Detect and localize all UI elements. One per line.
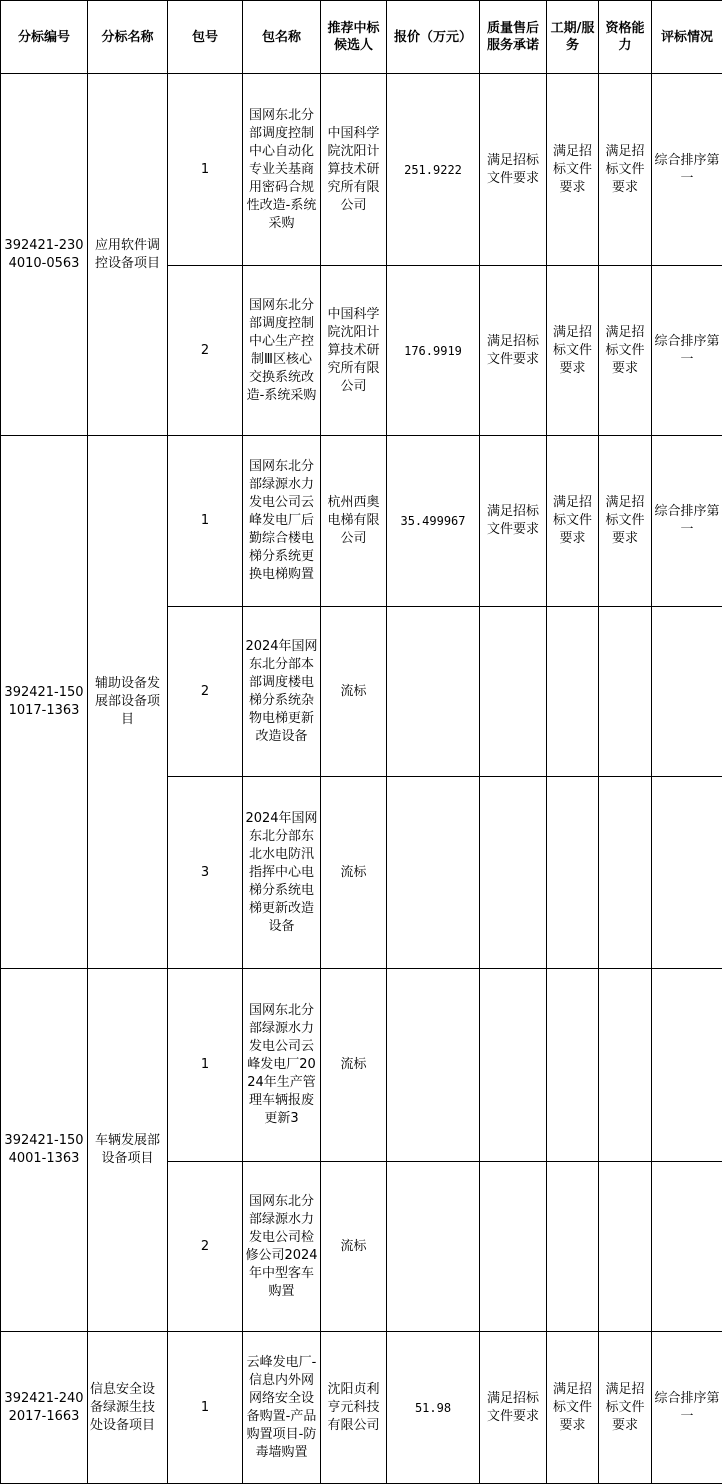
group-name-cell: 信息安全设备绿源生技处设备项目 [88,1332,168,1484]
table-row [1,1332,722,1484]
package-name-cell: 云峰发电厂-信息内外网网络安全设备购置-产品购置项目-防毒墙购置 [243,1332,321,1484]
service-cell [480,969,547,1162]
package-name-cell: 国网东北分部绿源水力发电公司检修公司2024年中型客车购置 [243,1162,321,1332]
period-cell: 满足招标文件要求 [547,74,599,266]
candidate-cell: 流标 [321,607,387,777]
qualification-cell [599,777,652,969]
package-name-cell: 国网东北分部绿源水力发电公司云峰发电厂后勤综合楼电梯分系统更换电梯购置 [243,436,321,607]
period-cell [547,969,599,1162]
package-no-cell: 2 [168,607,243,777]
candidate-cell: 流标 [321,969,387,1162]
period-cell [547,607,599,777]
header-period: 工期/服务 [547,1,599,74]
qualification-cell: 满足招标文件要求 [599,436,652,607]
header-row [1,1,722,74]
package-name-cell: 国网东北分部绿源水力发电公司云峰发电厂2024年生产管理车辆报废更新3 [243,969,321,1162]
header-package-name: 包名称 [243,1,321,74]
price-cell: 51.98 [387,1332,480,1484]
candidate-cell: 中国科学院沈阳计算技术研究所有限公司 [321,266,387,436]
service-cell [480,777,547,969]
package-no-cell: 1 [168,74,243,266]
price-cell: 251.9222 [387,74,480,266]
group-code-cell: 392421-1504001-1363 [1,969,88,1332]
header-code: 分标编号 [1,1,88,74]
group-code-cell: 392421-2402017-1663 [1,1332,88,1484]
service-cell [480,1162,547,1332]
qualification-cell: 满足招标文件要求 [599,266,652,436]
package-name-cell: 2024年国网东北分部本部调度楼电梯分系统杂物电梯更新改造设备 [243,607,321,777]
evaluation-cell [652,607,722,777]
candidate-cell: 流标 [321,777,387,969]
header-package-no: 包号 [168,1,243,74]
table-row [1,74,722,266]
group-name-cell: 辅助设备发展部设备项目 [88,436,168,969]
package-no-cell: 1 [168,1332,243,1484]
package-no-cell: 3 [168,777,243,969]
price-cell [387,969,480,1162]
header-name: 分标名称 [88,1,168,74]
service-cell: 满足招标文件要求 [480,74,547,266]
evaluation-cell: 综合排序第一 [652,436,722,607]
qualification-cell [599,1162,652,1332]
candidate-cell: 杭州西奥电梯有限公司 [321,436,387,607]
evaluation-cell [652,969,722,1162]
evaluation-cell: 综合排序第一 [652,74,722,266]
price-cell: 35.499967 [387,436,480,607]
qualification-cell: 满足招标文件要求 [599,1332,652,1484]
group-code-cell: 392421-1501017-1363 [1,436,88,969]
qualification-cell [599,607,652,777]
table-row [1,436,722,607]
evaluation-cell: 综合排序第一 [652,1332,722,1484]
evaluation-cell [652,1162,722,1332]
header-qualification: 资格能力 [599,1,652,74]
period-cell [547,777,599,969]
service-cell [480,607,547,777]
group-name-cell: 车辆发展部设备项目 [88,969,168,1332]
header-price: 报价（万元） [387,1,480,74]
price-cell [387,777,480,969]
package-no-cell: 1 [168,969,243,1162]
table-row [1,969,722,1162]
package-no-cell: 2 [168,1162,243,1332]
group-code-cell: 392421-2304010-0563 [1,74,88,436]
header-candidate: 推荐中标候选人 [321,1,387,74]
price-cell: 176.9919 [387,266,480,436]
period-cell: 满足招标文件要求 [547,1332,599,1484]
package-no-cell: 2 [168,266,243,436]
header-service: 质量售后服务承诺 [480,1,547,74]
service-cell: 满足招标文件要求 [480,266,547,436]
qualification-cell [599,969,652,1162]
header-evaluation: 评标情况 [652,1,722,74]
service-cell: 满足招标文件要求 [480,436,547,607]
evaluation-cell: 综合排序第一 [652,266,722,436]
group-name-cell: 应用软件调控设备项目 [88,74,168,436]
package-name-cell: 国网东北分部调度控制中心生产控制Ⅲ区核心交换系统改造-系统采购 [243,266,321,436]
candidate-cell: 沈阳贞利亨元科技有限公司 [321,1332,387,1484]
candidate-cell: 中国科学院沈阳计算技术研究所有限公司 [321,74,387,266]
evaluation-cell [652,777,722,969]
period-cell: 满足招标文件要求 [547,266,599,436]
period-cell: 满足招标文件要求 [547,436,599,607]
package-name-cell: 2024年国网东北分部东北水电防汛指挥中心电梯分系统电梯更新改造设备 [243,777,321,969]
period-cell [547,1162,599,1332]
candidate-cell: 流标 [321,1162,387,1332]
package-name-cell: 国网东北分部调度控制中心自动化专业关基商用密码合规性改造-系统采购 [243,74,321,266]
package-no-cell: 1 [168,436,243,607]
price-cell [387,1162,480,1332]
price-cell [387,607,480,777]
qualification-cell: 满足招标文件要求 [599,74,652,266]
service-cell: 满足招标文件要求 [480,1332,547,1484]
